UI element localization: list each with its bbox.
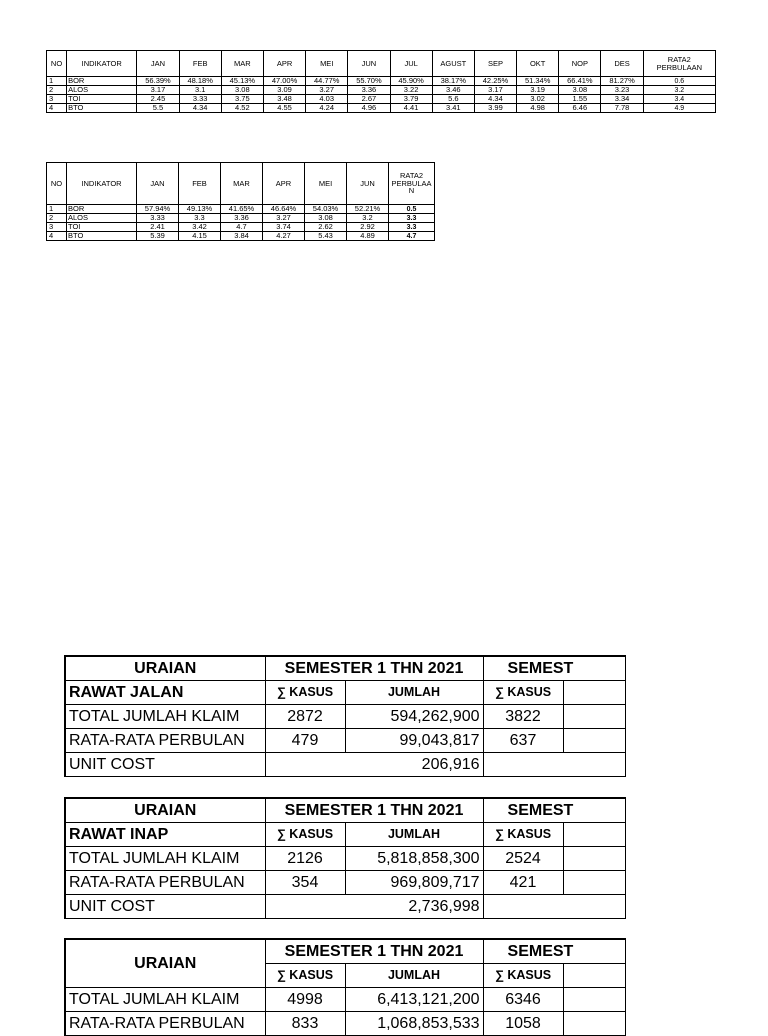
month-value: 3.74 — [263, 223, 305, 232]
month-value: 4.03 — [306, 95, 348, 104]
table-row — [47, 95, 716, 104]
month-value: 4.98 — [517, 104, 559, 113]
month-value: 41.65% — [221, 205, 263, 214]
month-value: 3.33 — [137, 214, 179, 223]
kasus-header-sem2: ∑ KASUS — [483, 964, 563, 988]
column-header: APR — [263, 51, 305, 77]
unit-cost-label: UNIT COST — [65, 753, 265, 777]
table-row — [47, 205, 435, 214]
month-value: 3.2 — [347, 214, 389, 223]
section-label: RAWAT INAP — [65, 823, 265, 847]
table-row — [47, 77, 716, 86]
month-value: 3.42 — [179, 223, 221, 232]
table-row — [47, 232, 435, 241]
month-value: 52.21% — [347, 205, 389, 214]
month-value: 5.39 — [137, 232, 179, 241]
month-value: 3.84 — [221, 232, 263, 241]
table-row — [65, 871, 625, 895]
average-value: 3.3 — [389, 223, 435, 232]
month-value: 3.36 — [348, 86, 390, 95]
row-number: 4 — [47, 104, 67, 113]
column-header: DES — [601, 51, 643, 77]
table-row — [47, 214, 435, 223]
uraian-header: URAIAN — [65, 798, 265, 823]
month-value: 3.33 — [179, 95, 221, 104]
semester-1-header: SEMESTER 1 THN 2021 — [265, 656, 483, 681]
month-value: 3.41 — [432, 104, 474, 113]
month-value: 6.46 — [559, 104, 601, 113]
row-label: TOTAL JUMLAH KLAIM — [65, 705, 265, 729]
jumlah-value: 1,068,853,533 — [345, 1012, 483, 1036]
average-value: 3.3 — [389, 214, 435, 223]
month-value: 3.19 — [517, 86, 559, 95]
month-value: 4.89 — [347, 232, 389, 241]
month-value: 44.77% — [306, 77, 348, 86]
table-row — [65, 1012, 625, 1036]
column-header: AGUST — [432, 51, 474, 77]
month-value: 3.27 — [306, 86, 348, 95]
row-number: 2 — [47, 214, 67, 223]
row-label: RATA-RATA PERBULAN — [65, 871, 265, 895]
semester-1-header: SEMESTER 1 THN 2021 — [265, 939, 483, 964]
month-value: 4.27 — [263, 232, 305, 241]
table-header-row — [47, 51, 716, 77]
indicator-name: BTO — [67, 232, 137, 241]
kasus-value: 2872 — [265, 705, 345, 729]
month-value: 66.41% — [559, 77, 601, 86]
indicator-name: TOI — [67, 223, 137, 232]
table-row — [47, 223, 435, 232]
indicator-table-annual — [46, 50, 716, 113]
jumlah-header: JUMLAH — [345, 681, 483, 705]
month-value: 49.13% — [179, 205, 221, 214]
column-header: NOP — [559, 51, 601, 77]
month-value: 2.92 — [347, 223, 389, 232]
unit-cost-label: UNIT COST — [65, 895, 265, 919]
month-value: 1.55 — [559, 95, 601, 104]
month-value: 4.55 — [263, 104, 305, 113]
month-value: 3.17 — [474, 86, 516, 95]
row-label: TOTAL JUMLAH KLAIM — [65, 988, 265, 1012]
month-value: 3.75 — [221, 95, 263, 104]
table-row — [65, 895, 625, 919]
month-value: 3.17 — [137, 86, 179, 95]
month-value: 45.13% — [221, 77, 263, 86]
row-label: TOTAL JUMLAH KLAIM — [65, 847, 265, 871]
month-value: 5.6 — [432, 95, 474, 104]
table-row — [65, 988, 625, 1012]
kasus-value: 4998 — [265, 988, 345, 1012]
column-header: JAN — [137, 51, 179, 77]
table-row — [65, 705, 625, 729]
kasus-value-sem2: 637 — [483, 729, 563, 753]
month-value: 3.22 — [390, 86, 432, 95]
jumlah-value: 99,043,817 — [345, 729, 483, 753]
kasus-value-sem2: 3822 — [483, 705, 563, 729]
month-value: 51.34% — [517, 77, 559, 86]
month-value: 48.18% — [179, 77, 221, 86]
column-header: JUN — [348, 51, 390, 77]
month-value: 81.27% — [601, 77, 643, 86]
column-header: INDIKATOR — [67, 163, 137, 205]
table-row — [65, 729, 625, 753]
unit-cost-value: 206,916 — [265, 753, 483, 777]
average-value: 0.5 — [389, 205, 435, 214]
month-value: 7.78 — [601, 104, 643, 113]
row-number: 1 — [47, 77, 67, 86]
column-header: MAR — [221, 51, 263, 77]
kasus-header: ∑ KASUS — [265, 681, 345, 705]
month-value: 4.52 — [221, 104, 263, 113]
indicator-name: TOI — [67, 95, 137, 104]
month-value: 2.45 — [137, 95, 179, 104]
table-row — [47, 104, 716, 113]
kasus-value: 2126 — [265, 847, 345, 871]
month-value: 3.34 — [601, 95, 643, 104]
month-value: 4.96 — [348, 104, 390, 113]
row-number: 2 — [47, 86, 67, 95]
uraian-header: URAIAN — [65, 939, 265, 988]
average-value: 4.7 — [389, 232, 435, 241]
average-value: 3.4 — [643, 95, 715, 104]
row-number: 1 — [47, 205, 67, 214]
indicator-table-semester — [46, 162, 435, 241]
month-value: 3.02 — [517, 95, 559, 104]
column-header: NO — [47, 163, 67, 205]
indicator-name: ALOS — [67, 86, 137, 95]
average-value: 3.2 — [643, 86, 715, 95]
month-value: 2.67 — [348, 95, 390, 104]
kasus-value: 833 — [265, 1012, 345, 1036]
month-value: 3.79 — [390, 95, 432, 104]
table-row — [65, 847, 625, 871]
month-value: 3.36 — [221, 214, 263, 223]
month-value: 55.70% — [348, 77, 390, 86]
kasus-value-sem2: 1058 — [483, 1012, 563, 1036]
month-value: 2.41 — [137, 223, 179, 232]
month-value: 3.08 — [221, 86, 263, 95]
jumlah-value: 969,809,717 — [345, 871, 483, 895]
row-number: 3 — [47, 223, 67, 232]
column-header: MAR — [221, 163, 263, 205]
column-header: SEP — [474, 51, 516, 77]
month-value: 46.64% — [263, 205, 305, 214]
column-header: RATA2 PERBULAAN — [643, 51, 715, 77]
month-value: 5.43 — [305, 232, 347, 241]
month-value: 4.24 — [306, 104, 348, 113]
month-value: 3.09 — [263, 86, 305, 95]
column-header: RATA2 PERBULAA N — [389, 163, 435, 205]
row-label: RATA-RATA PERBULAN — [65, 1012, 265, 1036]
month-value: 54.03% — [305, 205, 347, 214]
column-header: APR — [263, 163, 305, 205]
month-value: 3.27 — [263, 214, 305, 223]
month-value: 5.5 — [137, 104, 179, 113]
indicator-name: BTO — [67, 104, 137, 113]
unit-cost-value: 2,736,998 — [265, 895, 483, 919]
column-header: JUN — [347, 163, 389, 205]
uraian-header: URAIAN — [65, 656, 265, 681]
column-header: JUL — [390, 51, 432, 77]
kasus-value-sem2: 2524 — [483, 847, 563, 871]
month-value: 4.34 — [474, 95, 516, 104]
indicator-name: BOR — [67, 77, 137, 86]
month-value: 47.00% — [263, 77, 305, 86]
month-value: 3.99 — [474, 104, 516, 113]
row-number: 4 — [47, 232, 67, 241]
kasus-header-sem2: ∑ KASUS — [483, 681, 563, 705]
month-value: 4.34 — [179, 104, 221, 113]
month-value: 4.15 — [179, 232, 221, 241]
indicator-name: ALOS — [67, 214, 137, 223]
claim-table-total — [64, 938, 574, 1032]
semester-1-header: SEMESTER 1 THN 2021 — [265, 798, 483, 823]
kasus-value-sem2: 6346 — [483, 988, 563, 1012]
kasus-header: ∑ KASUS — [265, 964, 345, 988]
month-value: 2.62 — [305, 223, 347, 232]
kasus-value: 354 — [265, 871, 345, 895]
average-value: 0.6 — [643, 77, 715, 86]
month-value: 3.3 — [179, 214, 221, 223]
column-header: MEI — [306, 51, 348, 77]
column-header: INDIKATOR — [67, 51, 137, 77]
month-value: 3.48 — [263, 95, 305, 104]
kasus-header: ∑ KASUS — [265, 823, 345, 847]
jumlah-value: 6,413,121,200 — [345, 988, 483, 1012]
column-header: NO — [47, 51, 67, 77]
jumlah-header: JUMLAH — [345, 823, 483, 847]
claim-table-rawat-jalan — [64, 655, 574, 779]
semester-2-header: SEMEST — [483, 798, 625, 823]
column-header: FEB — [179, 51, 221, 77]
kasus-value-sem2: 421 — [483, 871, 563, 895]
month-value: 57.94% — [137, 205, 179, 214]
average-value: 4.9 — [643, 104, 715, 113]
table-row — [47, 86, 716, 95]
month-value: 4.41 — [390, 104, 432, 113]
row-number: 3 — [47, 95, 67, 104]
month-value: 3.46 — [432, 86, 474, 95]
section-label: RAWAT JALAN — [65, 681, 265, 705]
semester-2-header: SEMEST — [483, 939, 625, 964]
month-value: 4.7 — [221, 223, 263, 232]
column-header: FEB — [179, 163, 221, 205]
claim-table-rawat-inap — [64, 797, 574, 921]
kasus-header-sem2: ∑ KASUS — [483, 823, 563, 847]
kasus-value: 479 — [265, 729, 345, 753]
month-value: 3.08 — [559, 86, 601, 95]
row-label: RATA-RATA PERBULAN — [65, 729, 265, 753]
month-value: 56.39% — [137, 77, 179, 86]
month-value: 45.90% — [390, 77, 432, 86]
month-value: 38.17% — [432, 77, 474, 86]
jumlah-value: 5,818,858,300 — [345, 847, 483, 871]
column-header: OKT — [517, 51, 559, 77]
semester-2-header: SEMEST — [483, 656, 625, 681]
column-header: JAN — [137, 163, 179, 205]
indicator-name: BOR — [67, 205, 137, 214]
month-value: 3.1 — [179, 86, 221, 95]
month-value: 3.08 — [305, 214, 347, 223]
jumlah-header: JUMLAH — [345, 964, 483, 988]
column-header: MEI — [305, 163, 347, 205]
month-value: 3.23 — [601, 86, 643, 95]
table-header-row — [47, 163, 435, 205]
month-value: 42.25% — [474, 77, 516, 86]
jumlah-value: 594,262,900 — [345, 705, 483, 729]
table-row — [65, 753, 625, 777]
